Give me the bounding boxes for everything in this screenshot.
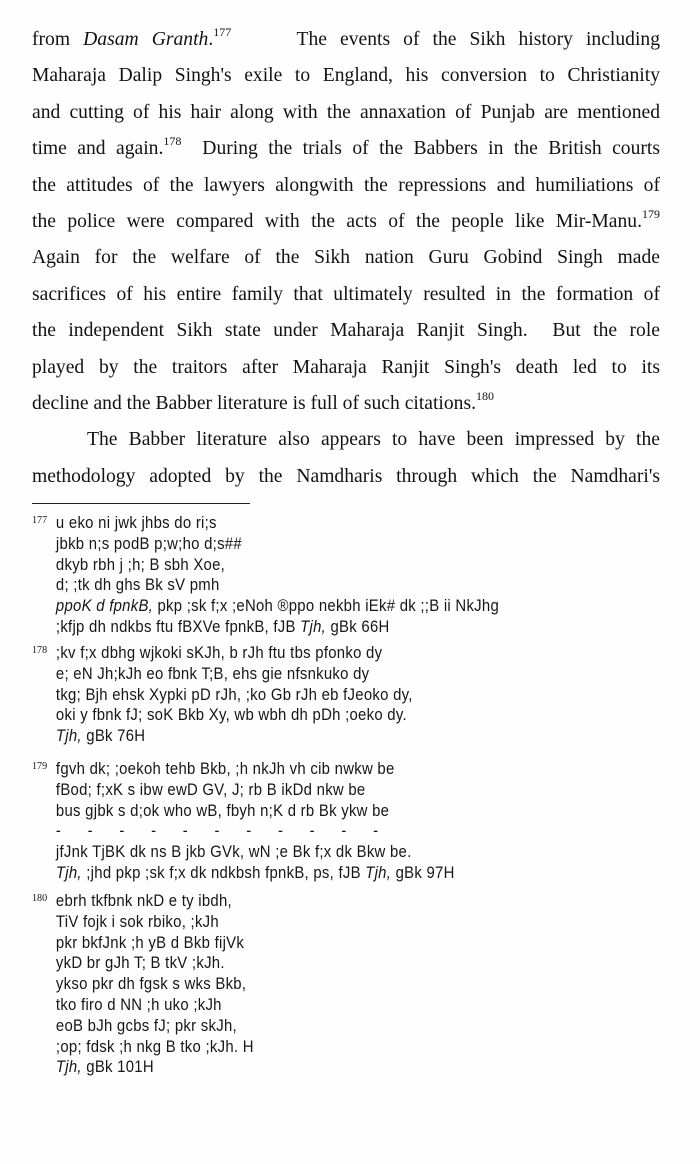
footnote-line: e; eN Jh;kJh eo fbnk T;B, ehs gie nfsnkuko dy: [55, 664, 370, 683]
footnote-number: 179: [32, 760, 48, 772]
footnote-line: ;op; fdsk ;h nkg B tko ;kJh. H: [55, 1037, 254, 1056]
text-line: the police were compared with the acts of the people like Mir-Manu.$^{179}$: [32, 206, 660, 232]
footnote-line: fBod; f;xK s ibw ewD GV, J; rb B ikDd nkw be: [55, 780, 366, 799]
footnote-line: tko firo d NN ;h uko ;kJh: [55, 995, 222, 1014]
footnote-line: Tjh, gBk 76H: [55, 727, 146, 746]
footnote-line: bus gjbk s d;ok who wB, fbyh n;K d rb Bk ykw be: [55, 801, 390, 820]
book-title: Dasam Granth: [83, 29, 209, 50]
footnote-180: [32, 891, 621, 1078]
footnote-line: ;kv f;x dbhg wjkoki sKJh, b rJh ftu tbs pfonko dy: [55, 644, 383, 662]
text-line: and cutting of his hair along with the annaxation of Punjab are mentioned: [32, 101, 660, 123]
footnote-line: fgvh dk; ;oekoh tehb Bkb, ;h nkJh vh cib nwkw be: [55, 760, 395, 778]
footnote-ref-177[interactable]: 177: [213, 25, 232, 39]
footnote-line: d; ;tk dh ghs Bk sV pmh: [55, 576, 220, 595]
footnote-line: ykD br gJh T; B tkV ;kJh.: [55, 954, 225, 973]
footnote-line: ppoK d fpnkB, pkp ;sk f;x ;eNoh ®ppo nekbh iEk# dk ;;B ii NkJhg: [55, 597, 500, 616]
text-line: played by the traitors after Maharaja Ranjit Singh's death led to its: [32, 356, 660, 378]
footnote-line: Tjh, ;jhd pkp ;sk f;x dk ndkbsh fpnkB, ps, fJB Tjh, gBk 97H: [55, 863, 455, 882]
footnote-ref-178[interactable]: 178: [163, 134, 182, 149]
footnote-ref-180[interactable]: 180: [475, 388, 494, 403]
body-text: [32, 22, 660, 495]
footnote-line: pkr bkfJnk ;h yB d Bkb fijVk: [55, 933, 245, 952]
footnote-line: tkg; Bjh ehsk Xypki pD rJh, ;ko Gb rJh eb fJeoko dy,: [55, 685, 413, 704]
text-line: the attitudes of the lawyers alongwith the repressions and humiliations of: [32, 174, 660, 196]
text-line: Maharaja Dalip Singh's exile to England, his conversion to Christianity: [32, 65, 660, 87]
text-line: the independent Sikh state under Maharaja Ranjit Singh. But the role: [32, 320, 660, 342]
footnote-line: Tjh, gBk 101H: [55, 1058, 154, 1077]
footnote-number: 178: [32, 644, 48, 656]
text-line: sacrifices of his entire family that ultimately resulted in the formation of: [32, 283, 660, 305]
text-line: methodology adopted by the Namdharis through which the Namdhari's: [32, 465, 660, 487]
footnote-number: 177: [32, 514, 48, 526]
text-line: Again for the welfare of the Sikh nation Guru Gobind Singh made: [32, 247, 660, 269]
text-line: time and again.$^{178}$ During the trials of the Babbers in the British courts: [32, 134, 660, 160]
footnote-line: jfJnk TjBK dk ns B jkb GVk, wN ;e Bk f;x dk Bkw be.: [55, 843, 412, 862]
text-line: decline and the Babber literature is full of such citations.$^{180}$: [32, 388, 494, 414]
text-line: The Babber literature also appears to have been impressed by the: [87, 429, 660, 451]
footnote-line: ebrh tkfbnk nkD e ty ibdh,: [55, 892, 232, 910]
footnote-number: 180: [32, 892, 48, 904]
text-line: from Dasam Granth.$^{177}$ The events of the Sikh history including: [32, 25, 660, 50]
footnote-line: u eko ni jwk jhbs do ri;s: [55, 514, 217, 532]
footnote-179: [32, 759, 621, 884]
footnote-separator: [32, 503, 250, 504]
footnote-line: ;kfjp dh ndkbs ftu fBXVe fpnkB, fJB Tjh, gBk 66H: [55, 617, 390, 636]
footnote-ellipsis-line: - - - - - - - - - - -: [55, 822, 379, 841]
footnote-line: oki y fbnk fJ; soK Bkb Xy, wb wbh dh pDh ;oeko dy.: [55, 706, 407, 725]
footnote-line: eoB bJh gcbs fJ; pkr skJh,: [55, 1016, 237, 1035]
footnote-ref-179[interactable]: 179: [642, 206, 660, 221]
footnote-line: dkyb rbh j ;h; B sbh Xoe,: [55, 555, 226, 574]
footnote-line: TiV fojk i sok rbiko, ;kJh: [55, 912, 219, 931]
footnote-line: jbkb n;s podB p;w;ho d;s##: [55, 534, 242, 553]
footnote-line: ykso pkr dh fgsk s wks Bkb,: [55, 975, 247, 994]
footnote-177: [32, 513, 621, 638]
footnote-178: [32, 643, 621, 747]
